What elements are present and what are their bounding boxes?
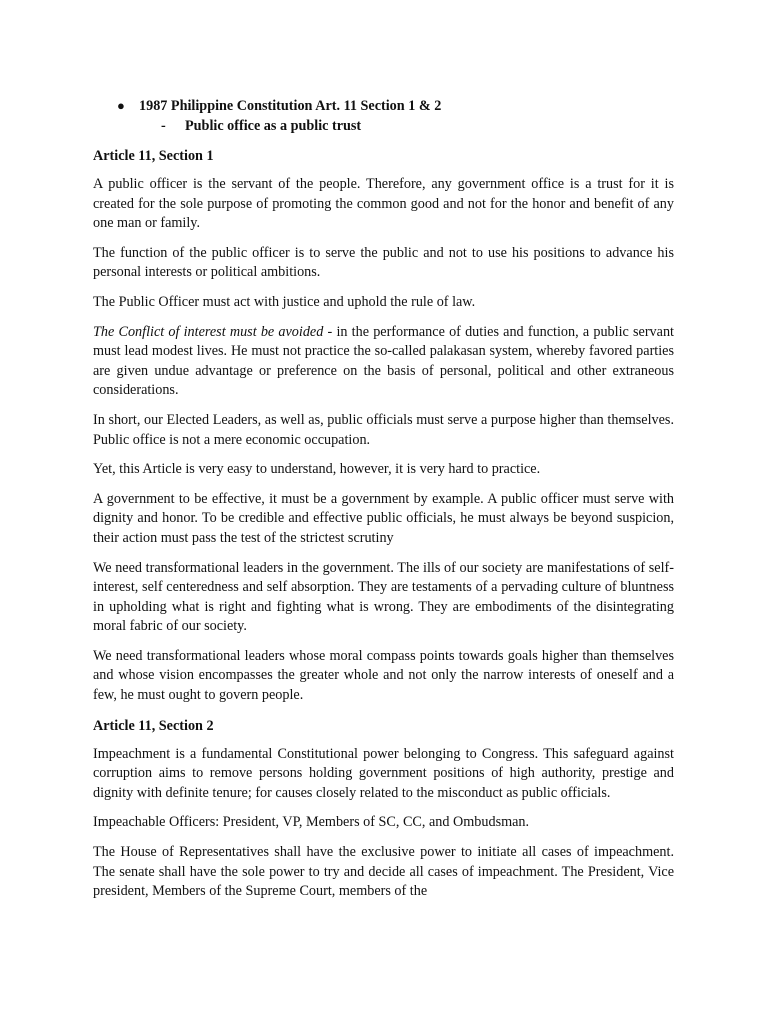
section1-paragraph-3: The Public Officer must act with justice and uphold the rule of law.	[93, 293, 476, 310]
section1-paragraph-4-rest: - in the performance of duties and function, a public servant must lead modest lives. He must not practice the so-called palakasan system, whereby favored parties are given undue advantage or preference on the basis of personal, political and other extraneous considerations.	[93, 323, 674, 399]
section1-paragraph-4	[93, 323, 674, 401]
conflict-of-interest-italic: The Conflict of interest must be avoided	[93, 323, 324, 340]
bullet-text: 1987 Philippine Constitution Art. 11 Section 1 & 2	[139, 98, 442, 114]
section1-paragraph-8: We need transformational leaders in the government. The ills of our society are manifestations of self-interest, self centeredness and self absorption. They are testaments of a pervading culture of bluntness in upholding what is right and fighting what is wrong. They are embodiments of the disintegrating moral fabric of our society.	[93, 559, 674, 635]
section2-paragraph-3: The House of Representatives shall have the exclusive power to initiate all cases of impeachment. The senate shall have the sole power to try and decide all cases of impeachment. The President, Vice president, Members of the Supreme Court, members of the	[93, 844, 674, 900]
sub-item-text: Public office as a public trust	[185, 118, 362, 134]
section1-paragraph-5: In short, our Elected Leaders, as well as, public officials must serve a purpose higher than themselves. Public office is not a mere economic occupation.	[93, 411, 674, 448]
section1-heading: Article 11, Section 1	[93, 148, 214, 164]
section2-paragraph-1: Impeachment is a fundamental Constitutional power belonging to Congress. This safeguard against corruption aims to remove persons holding government positions of high authority, prestige and dignity with definite tenure; for causes closely related to the misconduct as public officials.	[93, 745, 674, 801]
section1-paragraph-1: A public officer is the servant of the people. Therefore, any government office is a trust for it is created for the sole purpose of promoting the common good and not for the honor and benefit of any one man or family.	[93, 176, 674, 232]
document-page	[93, 96, 674, 912]
section1-paragraph-7: A government to be effective, it must be a government by example. A public officer must serve with dignity and honor. To be credible and effective public officials, he must always be beyond suspicion, their action must pass the test of the strictest scrutiny	[93, 490, 674, 546]
bullet-item	[117, 96, 674, 116]
section2-paragraph-2: Impeachable Officers: President, VP, Members of SC, CC, and Ombudsman.	[93, 814, 530, 831]
sub-item	[161, 116, 674, 136]
section1-paragraph-6: Yet, this Article is very easy to understand, however, it is very hard to practice.	[93, 461, 541, 478]
section2-heading: Article 11, Section 2	[93, 717, 214, 734]
section1-paragraph-9: We need transformational leaders whose moral compass points towards goals higher than themselves and whose vision encompasses the greater whole and not only the narrow interests of oneself and a few, he must ought to govern people.	[93, 647, 674, 704]
section1-paragraph-2: The function of the public officer is to serve the public and not to use his positions to advance his personal interests or political ambitions.	[93, 244, 674, 281]
dash-marker: -	[161, 118, 166, 134]
bullet-dot-icon: ●	[117, 98, 125, 113]
